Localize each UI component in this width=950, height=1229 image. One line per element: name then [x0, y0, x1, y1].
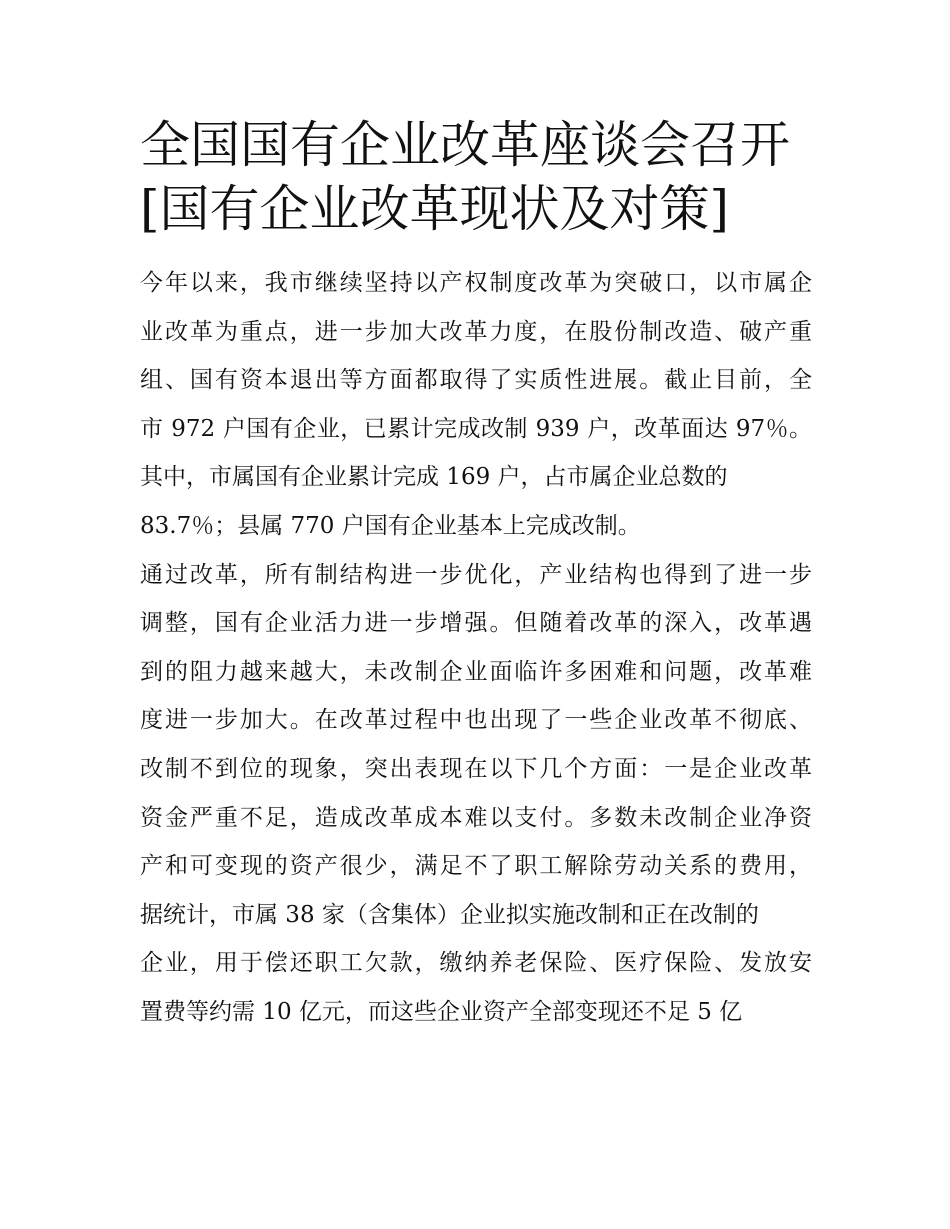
text-line: 其中，市属国有企业累计完成 169 户，占市属企业总数的 — [140, 464, 728, 491]
text-line: 到的阻力越来越大，未改制企业面临许多困难和问题，改革难 — [140, 658, 812, 685]
text-line: 组、国有资本退出等方面都取得了实质性进展。截止目前，全 — [140, 367, 812, 394]
text-line: 产和可变现的资产很少，满足不了职工解除劳动关系的费用， — [140, 853, 812, 880]
paragraph-2 — [140, 551, 812, 1037]
paragraph-1 — [140, 259, 812, 551]
text-line: 通过改革，所有制结构进一步优化，产业结构也得到了进一步 — [140, 561, 812, 588]
text-line: 今年以来，我市继续坚持以产权制度改革为突破口，以市属企 — [140, 270, 812, 296]
text-line: 度进一步加大。在改革过程中也出现了一些企业改革不彻底、 — [140, 707, 812, 734]
text-line: 企业，用于偿还职工欠款，缴纳养老保险、医疗保险、发放安 — [140, 950, 812, 977]
text-line: 调整，国有企业活力进一步增强。但随着改革的深入，改革遇 — [140, 610, 812, 637]
document-page — [140, 113, 812, 1037]
text-line: 业改革为重点，进一步加大改革力度，在股份制改造、破产重 — [140, 318, 812, 345]
text-line: 83.7％；县属 770 户国有企业基本上完成改制。 — [140, 512, 641, 539]
text-line: 据统计，市属 38 家（含集体）企业拟实施改制和正在改制的 — [140, 901, 759, 928]
text-line: 资金严重不足，造成改革成本难以支付。多数未改制企业净资 — [140, 804, 812, 831]
text-line: 市 972 户国有企业，已累计完成改制 939 户，改革面达 97％。 — [140, 415, 812, 442]
title-line: 全国国有企业改革座谈会召开 — [140, 116, 790, 174]
document-title — [140, 113, 812, 241]
document-body — [140, 259, 812, 1037]
text-line: 改制不到位的现象，突出表现在以下几个方面：一是企业改革 — [140, 755, 812, 782]
text-line: 置费等约需 10 亿元，而这些企业资产全部变现还不足 5 亿 — [140, 998, 743, 1025]
title-line: [国有企业改革现状及对策] — [140, 180, 730, 238]
